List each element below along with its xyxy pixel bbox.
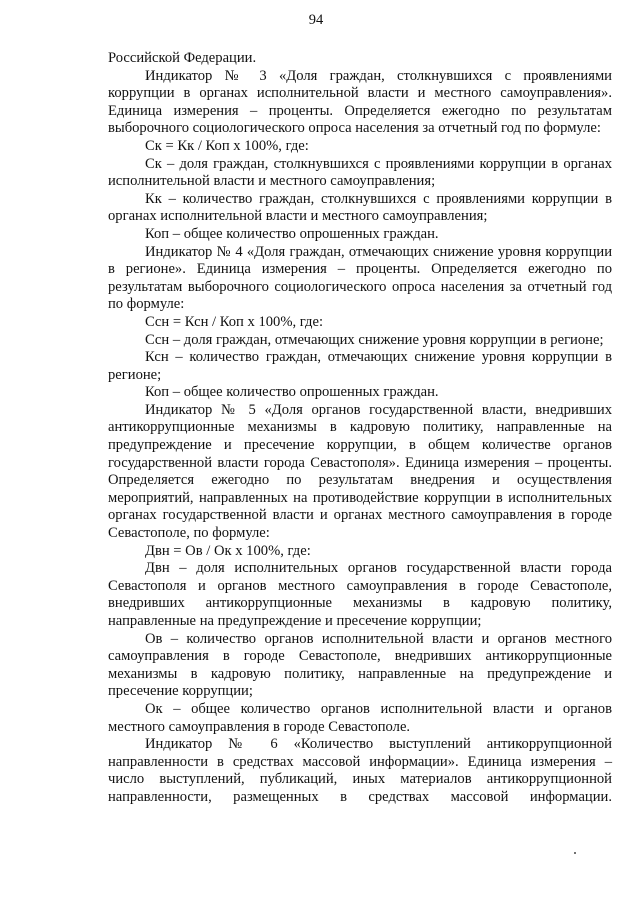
paragraph: Ксн – количество граждан, отмечающих снижение уровня коррупции в регионе; xyxy=(108,349,612,383)
paragraph: Российской Федерации. xyxy=(108,50,257,66)
scan-speck xyxy=(574,852,576,854)
page-number: 94 xyxy=(308,12,324,28)
paragraph: Коп – общее количество опрошенных граждан. xyxy=(145,384,439,401)
paragraph: Ск – доля граждан, столкнувшихся с проявлениями коррупции в органах исполнительной власти и местного самоуправления; xyxy=(108,155,612,190)
paragraph: Ссн = Ксн / Коп х 100%, где: xyxy=(145,313,324,330)
paragraph: Ок – общее количество органов исполнительной власти и органов местного самоуправления в городе Севастополе. xyxy=(108,700,612,735)
paragraph: Ск = Кк / Коп х 100%, где: xyxy=(145,137,309,154)
paragraph: Индикатор № 5 «Доля органов государственной власти, внедривших антикоррупционные механизмы в кадровую политику, направленные на предупреждение и пресечение коррупции, в общем количестве органов государственной власти города Севастополя». Единица измерения – проценты. Определяется ежегодно по результатам внедрения и осуществления мероприятий, направленных на противодействие коррупции в исполнительных органах государственной власти и органах местного самоуправления в городе Севастополе, по формуле: xyxy=(108,401,612,542)
paragraph: Индикатор № 3 «Доля граждан, столкнувшихся с проявлениями коррупции в органах исполнительной власти и местного самоуправления». Единица измерения – проценты. Определяется ежегодно по результатам выборочного социологического опроса населения за отчетный год по формуле: xyxy=(108,67,612,137)
paragraph: Кк – количество граждан, столкнувшихся с проявлениями коррупции в органах исполнительной власти и местного самоуправления; xyxy=(108,190,612,225)
paragraph: Ов – количество органов исполнительной власти и органов местного самоуправления в городе Севастополе, внедривших антикоррупционные механизмы в кадровую политику, направленные на предупреждение и пресечение коррупции; xyxy=(108,630,612,700)
paragraph: Двн – доля исполнительных органов государственной власти города Севастополя и органов местного самоуправления в городе Севастополе, внедривших антикоррупционные механизмы в кадровую политику, направленные на предупреждение и пресечение коррупции; xyxy=(108,560,612,629)
document-body xyxy=(108,50,612,807)
paragraph: Коп – общее количество опрошенных граждан. xyxy=(145,225,439,242)
paragraph: Индикатор № 6 «Количество выступлений антикоррупционной направленности в средствах массовой информации». Единица измерения – число выступлений, публикаций, иных материалов антикоррупционной направленности, размещенных в средствах массовой информации. xyxy=(108,736,612,805)
paragraph: Двн = Ов / Ок х 100%, где: xyxy=(145,542,311,559)
paragraph: Ссн – доля граждан, отмечающих снижение уровня коррупции в регионе; xyxy=(145,331,604,348)
paragraph: Индикатор № 4 «Доля граждан, отмечающих снижение уровня коррупции в регионе». Единица измерения – проценты. Определяется ежегодно по результатам выборочного социологического опроса населения за отчетный год по формуле: xyxy=(108,243,612,313)
